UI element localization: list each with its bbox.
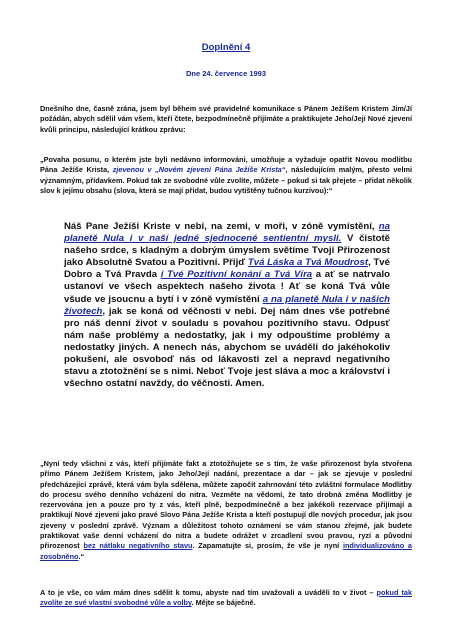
prayer-text-9: , jak se koná od věčnosti v nebi. Dej nám dnes vše potřebné pro náš denní život v souladu s povahou pozitivního stavu. Odpusť nám naše problémy a nedostatky, jak i my odpouštíme problémy a nedostatky jiných. A nenech nás, abychom se uváděli do jakéhokoliv pokušení, ale osvoboď nás od lákavosti zel a nepravd negativního stavu a ztotožnění se s nimi. Neboť Tvoje jest sláva a moc a království i všechno ostatní navždy, do věčnosti. Amen. <box>64 305 390 390</box>
prayer-text-1: Náš Pane Ježíši Kriste v nebi, na zemi, v moři, v zóně vymístění, <box>64 221 379 232</box>
quote2-text-b: bez nátlaku negativního stavu <box>83 541 193 551</box>
closing-text-c: . Mějte se báječně. <box>191 598 256 608</box>
prayer-text-7: a ať se natrvalo ustanoví ve všech aspektech našeho života ! Ať se koná Tvá vůle všude ve jsoucnu a bytí i v zóně vymístění <box>64 269 390 305</box>
closing-paragraph <box>40 588 412 609</box>
prayer-text-3: V čistotě našeho srdce, s kladným a dobrým úmyslem světíme Tvoji Přirozenost jako Absolutně Svatou a Pozitivní. Přijď <box>64 233 390 269</box>
quote1-text-b: zjevenou v „Novém zjevení Pána Ježíše Krista“ <box>112 165 286 175</box>
prayer-text-2: na planetě Nula i v naší jedné sjednocené sentientní mysli. <box>64 221 390 245</box>
quote2-text-a: „Nyní tedy všichni z vás, kteří přijímáte fakt a ztotožňujete se s tím, že vaše přirozenost byla stvořena přímo Pánem Ježíšem Kristem, jako Jeho/Její nadání, prezentace a dar – jak se zjevuje v poslední předcházející zprávě, která vám byla sdělena, můžete započít zahrnování této zvláštní formulace Modlitby do procesu svého denního vcházení do nitra. Vezměte na vědomí, že tato drobná změna Modlitby je rezervována jen a pouze pro ty z vás, kteří plně, bezpodmínečně a bez jakékoli rezervace přijímají a praktikují Nové zjevení jako pravé Slovo Pána Ježíše Krista a kteří postupují dle nových procedur, jak jsou zjeveny v poslední zprávě. Význam a důležitost tohoto oznámení se vám stanou zřejmé, jak budete praktikovat vaše denní vcházení do nitra a budete odrážet v zrcadlení svou pravou, ryzí a původní přirozenost <box>40 459 412 551</box>
closing-text-b: pokud tak zvolíte ze své vlastní svobodné vůle a volby <box>40 588 413 608</box>
quote-paragraph-2 <box>40 459 412 562</box>
document-title: Doplnění 4 <box>201 42 251 53</box>
prayer-text-8: a na planetě Nula i v našich životech <box>64 293 391 317</box>
prayer-text-5: , Tvé Dobro a Tvá Pravda <box>64 257 390 281</box>
quote1-text-c: , následujícím malým, přesto velmi významným, přídavkem. Pokud tak ze svobodné vůle zvolíte, můžete – pokud si tak přejete – přidat několik slov k jejímu obsahu (slova, která se mají přidat, budou vytištěny tučnou kurzívou):“ <box>40 165 412 195</box>
quote1-text-a: „Povaha posunu, o kterém jste byli nedávno informováni, umožňuje a vyžaduje opatřit Novou modlitbu Pána Ježíše Krista, <box>40 155 412 175</box>
intro-paragraph: Dnešního dne, časně zrána, jsem byl během své pravidelné komunikace s Pánem Ježíšem Kristem Jim/Jí požádán, abych sdělil vám všem, kteří čtete, bezpodmínečně přijímáte a praktikujete Jeho/Její Nové zjevení kvůli principu, následující krátkou zprávu: <box>40 104 412 134</box>
document-date: Dne 24. července 1993 <box>185 69 267 78</box>
prayer-text-6: i Tvé Pozitivní konání a Tvá Víra <box>160 269 313 281</box>
closing-text-a: A to je vše, co vám mám dnes sdělit k tomu, abyste nad tím uvažovali a uváděli to v život – <box>40 588 377 597</box>
quote2-text-c: . Zapamatujte si, prosím, že vše je nyní <box>192 541 343 551</box>
prayer-text-4: Tvá Láska a Tvá Moudrost <box>247 257 369 269</box>
prayer-paragraph <box>64 221 390 390</box>
quote-paragraph-1 <box>40 155 412 196</box>
quote2-text-e: .“ <box>78 551 85 561</box>
quote2-text-d: individualizováno a zosobněno <box>40 541 412 561</box>
